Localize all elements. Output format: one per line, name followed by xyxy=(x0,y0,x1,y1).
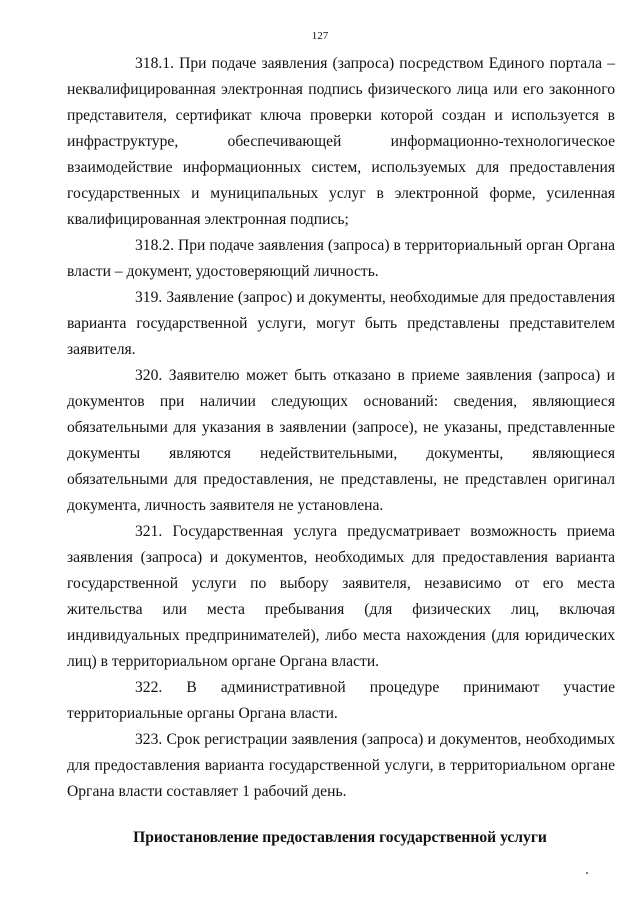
document-body xyxy=(67,51,615,805)
paragraph-321: 321. Государственная услуга предусматривает возможность приема заявления (запроса) и документов, необходимых для предоставления варианта государственной услуги по выбору заявителя, независимо от его места жительства или места пребывания (для физических лиц, включая индивидуальных предпринимателей), либо места нахождения (для юридических лиц) в территориальном органе Органа власти. xyxy=(67,523,615,670)
paragraph-322: 322. В административной процедуре принимают участие территориальные органы Органа власти. xyxy=(67,679,615,722)
paragraph-323: 323. Срок регистрации заявления (запроса) и документов, необходимых для предоставления варианта государственной услуги, в территориальном органе Органа власти составляет 1 рабочий день. xyxy=(67,731,615,800)
section-heading: Приостановление предоставления государственной услуги xyxy=(133,829,547,846)
paragraph-319: 319. Заявление (запрос) и документы, необходимые для предоставления варианта государственной услуги, могут быть представлены представителем заявителя. xyxy=(67,289,615,358)
page-number: 127 xyxy=(311,30,329,42)
scan-speck xyxy=(586,872,588,874)
paragraph-318-2: 318.2. При подаче заявления (запроса) в территориальный орган Органа власти – документ, удостоверяющий личность. xyxy=(67,237,615,280)
paragraph-320: 320. Заявителю может быть отказано в приеме заявления (запроса) и документов при наличии следующих оснований: сведения, являющиеся обязательными для указания в заявлении (запросе), не указаны, представленные документы являются недействительными, документы, являющиеся обязательными для предоставления, не представлены, не представлен оригинал документа, личность заявителя не установлена. xyxy=(67,367,615,514)
paragraph-318-1: 318.1. При подаче заявления (запроса) посредством Единого портала – неквалифицированная электронная подпись физического лица или его законного представителя, сертификат ключа проверки которой создан и используется в инфраструктуре, обеспечивающей информационно-технологическое взаимодействие информационных систем, используемых для предоставления государственных и муниципальных услуг в электронной форме, усиленная квалифицированная электронная подпись; xyxy=(67,55,615,228)
